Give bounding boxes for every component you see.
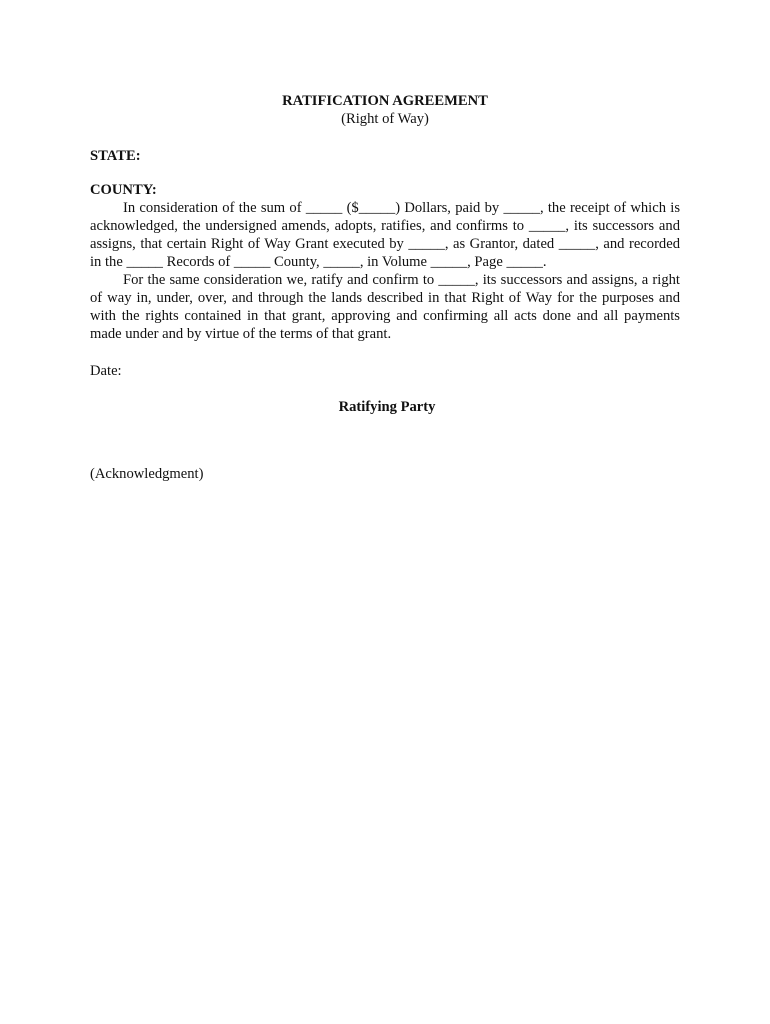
ratifying-party-label: Ratifying Party <box>338 399 436 415</box>
title-block <box>90 92 680 128</box>
document-title: RATIFICATION AGREEMENT <box>282 93 488 109</box>
document-subtitle: (Right of Way) <box>341 111 429 127</box>
consideration-paragraph: In consideration of the sum of _____ ($_____) Dollars, paid by _____, the receipt of which is acknowledged, the undersigned amends, adopts, ratifies, and confirms to _____, its successors and assigns, that certain Right of Way Grant executed by _____, as Grantor, dated _____, and recorded in the _____ Records of _____ County, _____, in Volume _____, Page _____. <box>90 200 680 270</box>
acknowledgment-label: (Acknowledgment) <box>90 466 204 482</box>
county-label: COUNTY: <box>90 182 157 198</box>
state-label: STATE: <box>90 148 141 164</box>
ratification-paragraph: For the same consideration we, ratify and confirm to _____, its successors and assigns, a right of way in, under, over, and through the lands described in that Right of Way for the purposes and with the rights contained in that grant, approving and confirming all acts done and all payments made under and by virtue of the terms of that grant. <box>90 272 680 342</box>
date-label: Date: <box>90 363 122 379</box>
document-page <box>90 92 680 483</box>
